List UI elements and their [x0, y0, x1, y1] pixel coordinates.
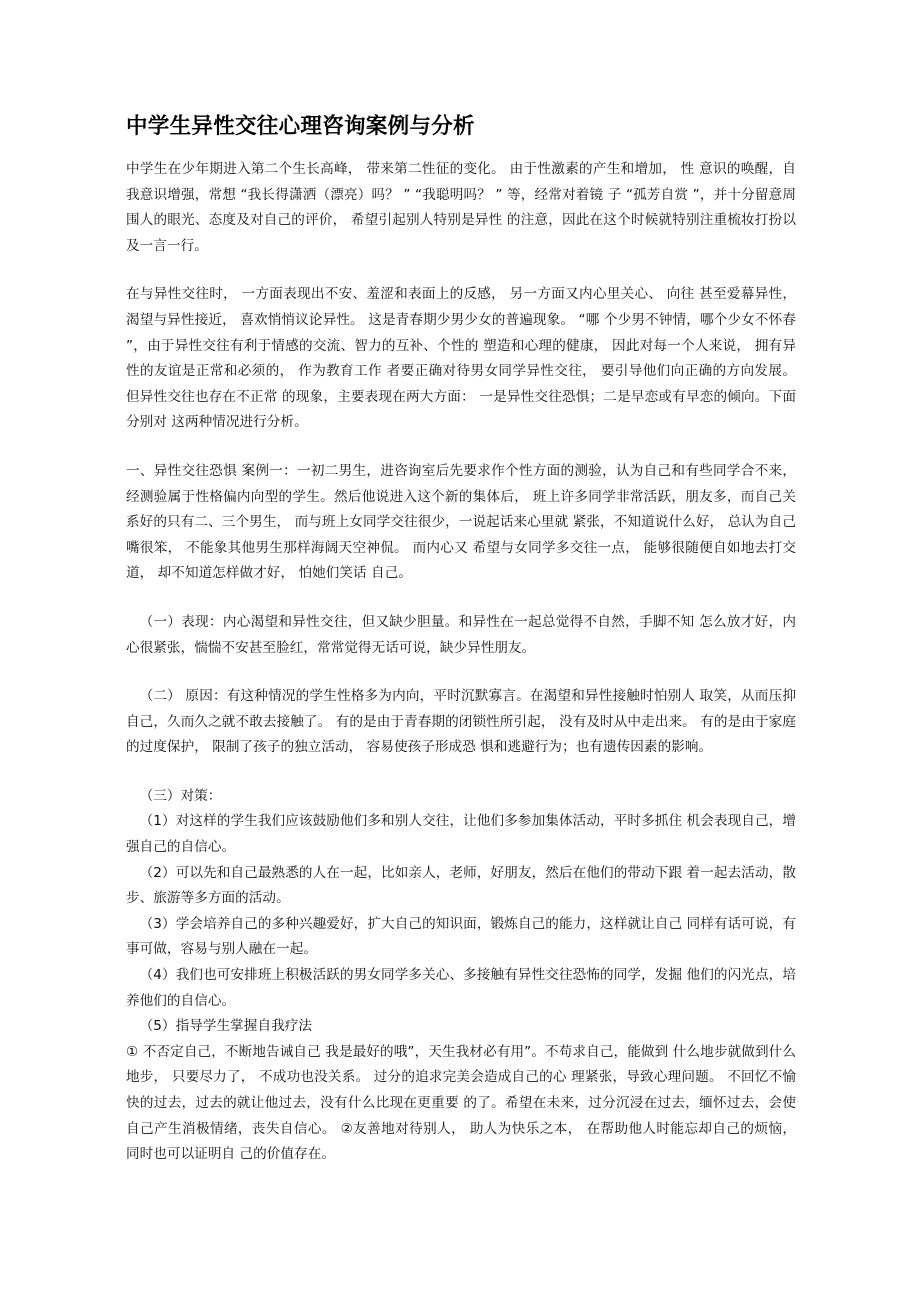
paragraph-case-one: 一、异性交往恐惧 案例一：一初二男生，进咨询室后先要求作个性方面的测验，认为自己和有些同学合不来， 经测验属于性格偏内向型的学生。然后他说进入这个新的集体后， 班上许多同学非常活跃，朋友多，而自己关系好的只有二、三个男生， 而与班上女同学交往很少，一说起话来心里就 紧张，不知道说什么好， 总认为自己嘴很笨， 不能象其他男生那样海阔天空神侃。 而内心又 希望与女同学多交往一点， 能够很随便自如地去打交道， 却不知道怎样做才好， 怕她们笑话 自己。: [126, 462, 796, 582]
paragraph-intro-2: 在与异性交往时， 一方面表现出不安、羞涩和表面上的反感， 另一方面又内心里关心、 向往 甚至爱幕异性， 渴望与异性接近， 喜欢悄悄议论异性。 这是青春期少男少女的普遍现象。 “哪 个少男不钟情，哪个少女不怀春 ”，由于异性交往有利于情感的交流、智力的互补、个性的 塑造和心理的健康， 因此对每一个人来说， 拥有异性的友谊是正常和必须的， 作为教育工作 者要正确对待男女同学异性交往， 要引导他们向正确的方向发展。 但异性交往也存在不正常 的现象，主要表现在两大方面： 一是异性交往恐惧；二是早恋或有早恋的倾向。下面分别对 这两种情况进行分析。: [126, 286, 796, 431]
document-body: [126, 112, 796, 1168]
countermeasure-item-2: （2）可以先和自己最熟悉的人在一起，比如亲人，老师，好朋友，然后在他们的带动下跟 着一起去活动，散步、旅游等多方面的活动。: [126, 864, 796, 907]
countermeasure-item-4: （4）我们也可安排班上积极活跃的男女同学多关心、多接触有异性交往恐怖的同学，发掘 他们的闪光点，培养他们的自信心。: [126, 967, 796, 1009]
countermeasures-block: [126, 784, 796, 1168]
countermeasure-item-1: （1）对这样的学生我们应该鼓励他们多和别人交往，让他们多参加集体活动，平时多抓住 机会表现自己，增强自己的自信心。: [126, 813, 796, 856]
paragraph-section-two-causes: （二） 原因：有这种情况的学生性格多为内向，平时沉默寡言。在渴望和异性接触时怕别人 取笑，从而压抑自己，久而久之就不敢去接触了。 有的是由于青春期的闭锁性所引起， 没有及时从中走出来。 有的是由于家庭的过度保护， 限制了孩子的独立活动， 容易使孩子形成恐 惧和逃避行为；也有遗传因素的影响。: [126, 688, 796, 756]
paragraph-intro-1: 中学生在少年期进入第二个生长高峰， 带来第二性征的变化。 由于性激素的产生和增加， 性 意识的唤醒，自我意识增强，常想 “我长得潇洒（漂亮）吗？ ” “我聪明吗？ ” 等，经常对着镜 子 “孤芳自赏 ”，并十分留意周围人的眼光、态度及对自己的评价， 希望引起别人特别是异性 的注意，因此在这个时候就特别注重梳妆打扮以及一言一行。: [126, 161, 796, 254]
countermeasure-item-6-self-therapy: ① 不否定自己，不断地告诫自己 我是最好的哦”，天生我材必有用”。不苟求自己，能做到 什么地步就做到什么地步， 只要尽力了， 不成功也没关系。 过分的追求完美会造成自己的心 理紧张，导致心理问题。 不回忆不愉快的过去，过去的就让他过去，没有什么比现在更重要 的了。希望在未来，过分沉浸在过去，缅怀过去，会使自己产生消极情绪，丧失自信心。 ②友善地对待别人， 助人为快乐之本， 在帮助他人时能忘却自己的烦恼， 同时也可以证明自 己的价值存在。: [126, 1043, 796, 1163]
countermeasure-item-3: （3）学会培养自己的多种兴趣爱好，扩大自己的知识面，锻炼自己的能力，这样就让自己 同样有话可说，有事可做，容易与别人融在一起。: [126, 915, 796, 958]
section-three-heading: （三）对策：: [139, 787, 222, 804]
paragraph-section-one-manifestation: （一）表现：内心渴望和异性交往，但又缺少胆量。和异性在一起总觉得不自然，手脚不知 怎么放才好，内心很紧张，惴惴不安甚至脸红，常常觉得无话可说，缺少异性朋友。: [126, 613, 796, 656]
countermeasure-item-5: （5）指导学生掌握自我疗法: [139, 1018, 313, 1035]
page-title: 中学生异性交往心理咨询案例与分析: [126, 114, 475, 139]
